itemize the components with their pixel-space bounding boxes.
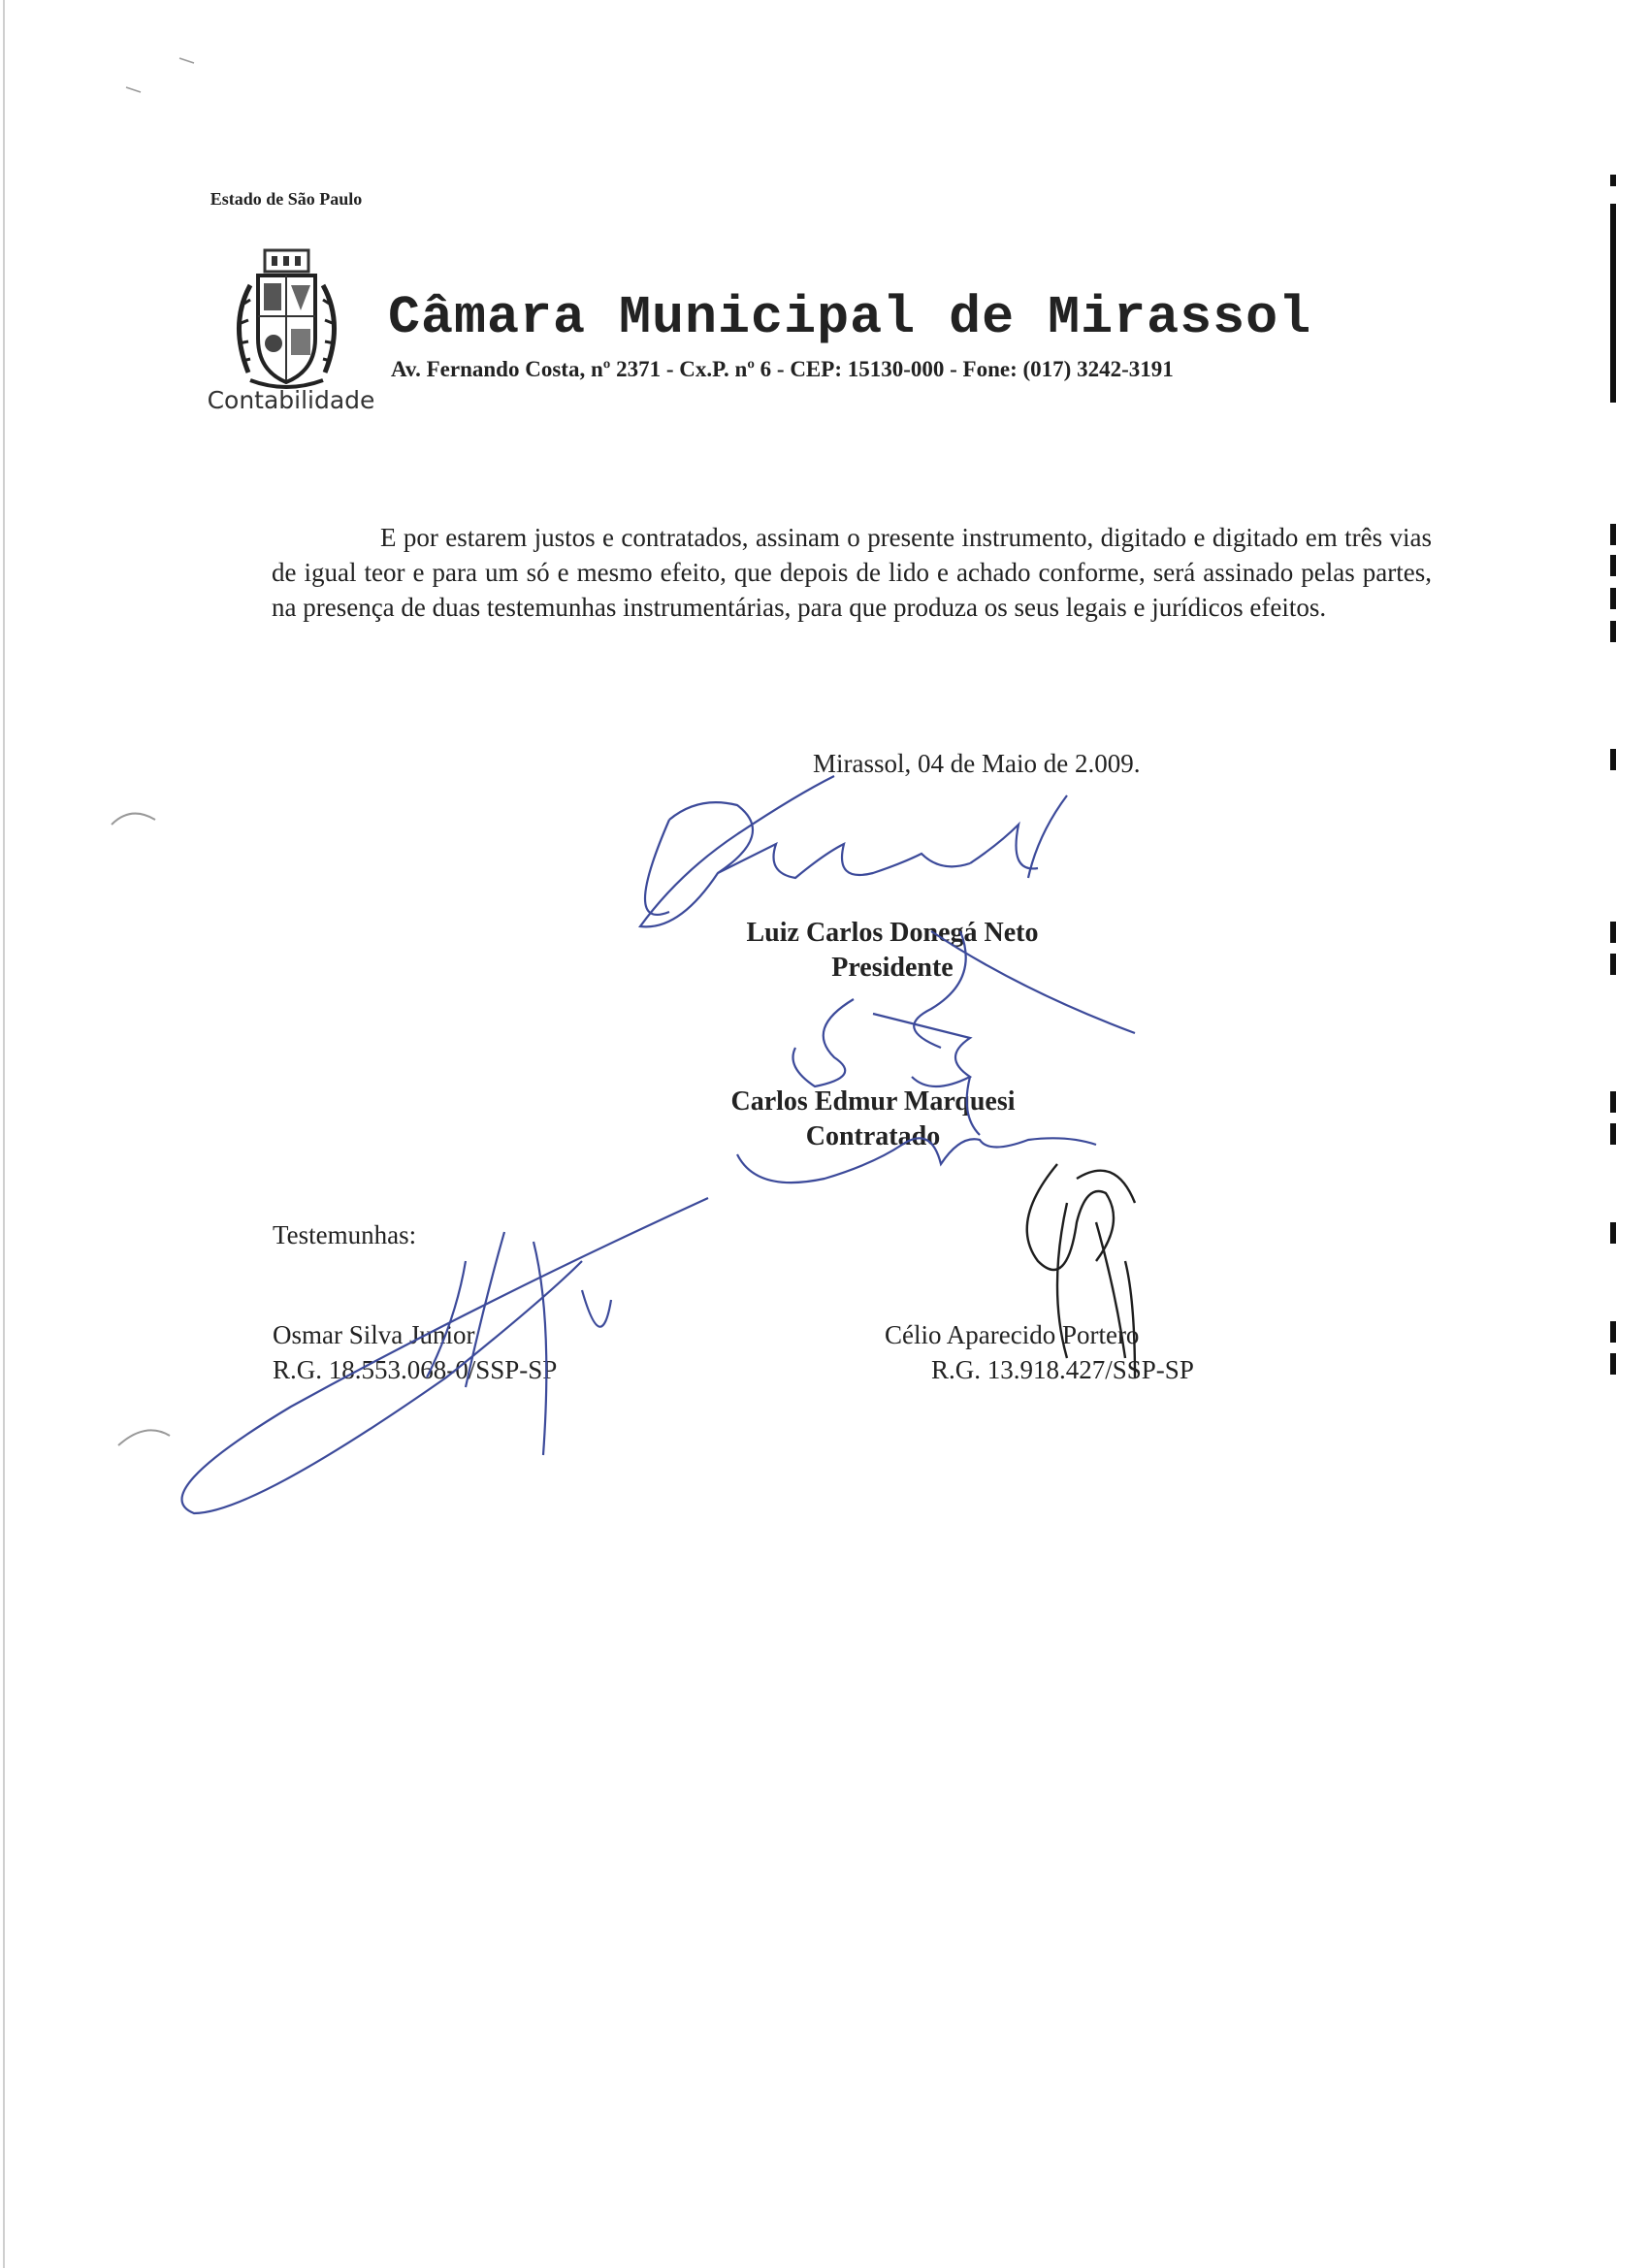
witness-2-name: Célio Aparecido Portero — [885, 1320, 1140, 1349]
witnesses-label: Testemunhas: — [273, 1220, 417, 1249]
signatory-1-name: Luiz Carlos Donegá Neto — [746, 918, 1039, 948]
coat-of-arms-icon — [221, 246, 352, 392]
address-line: Av. Fernando Costa, nº 2371 - Cx.P. nº 6 - CEP: 15130-000 - Fone: (017) 3242-3191 — [391, 357, 1174, 381]
page-title: Câmara Municipal de Mirassol — [388, 287, 1312, 348]
witness-1-name: Osmar Silva Junior — [273, 1320, 475, 1349]
department-label: Contabilidade — [207, 386, 375, 414]
signatory-1 — [718, 916, 1067, 986]
scan-edge-marks — [1610, 175, 1618, 1387]
witness-2-rg: R.G. 13.918.427/SSP-SP — [931, 1355, 1194, 1384]
signatory-2-name: Carlos Edmur Marquesi — [730, 1086, 1016, 1117]
state-label: Estado de São Paulo — [210, 189, 363, 209]
place-date: Mirassol, 04 de Maio de 2.009. — [813, 749, 1141, 778]
signature-president-icon — [640, 776, 1135, 1048]
signatory-1-role: Presidente — [831, 953, 954, 983]
signatory-2-role: Contratado — [805, 1121, 941, 1151]
body-paragraph: E por estarem justos e contratados, assinam o presente instrumento, digitado e digitado em três vias de igual teor e para um só e mesmo efeito, que depois de lido e achado conforme, será assinado pelas partes, na presença de duas testemunhas instrumentárias, para que produza os seus legais e jurídicos efeitos. — [272, 523, 1432, 622]
signatory-2 — [708, 1085, 1038, 1154]
witness-1-rg: R.G. 18.553.068-0/SSP-SP — [273, 1355, 558, 1384]
witness-1 — [273, 1317, 557, 1387]
witness-2 — [885, 1317, 1194, 1387]
